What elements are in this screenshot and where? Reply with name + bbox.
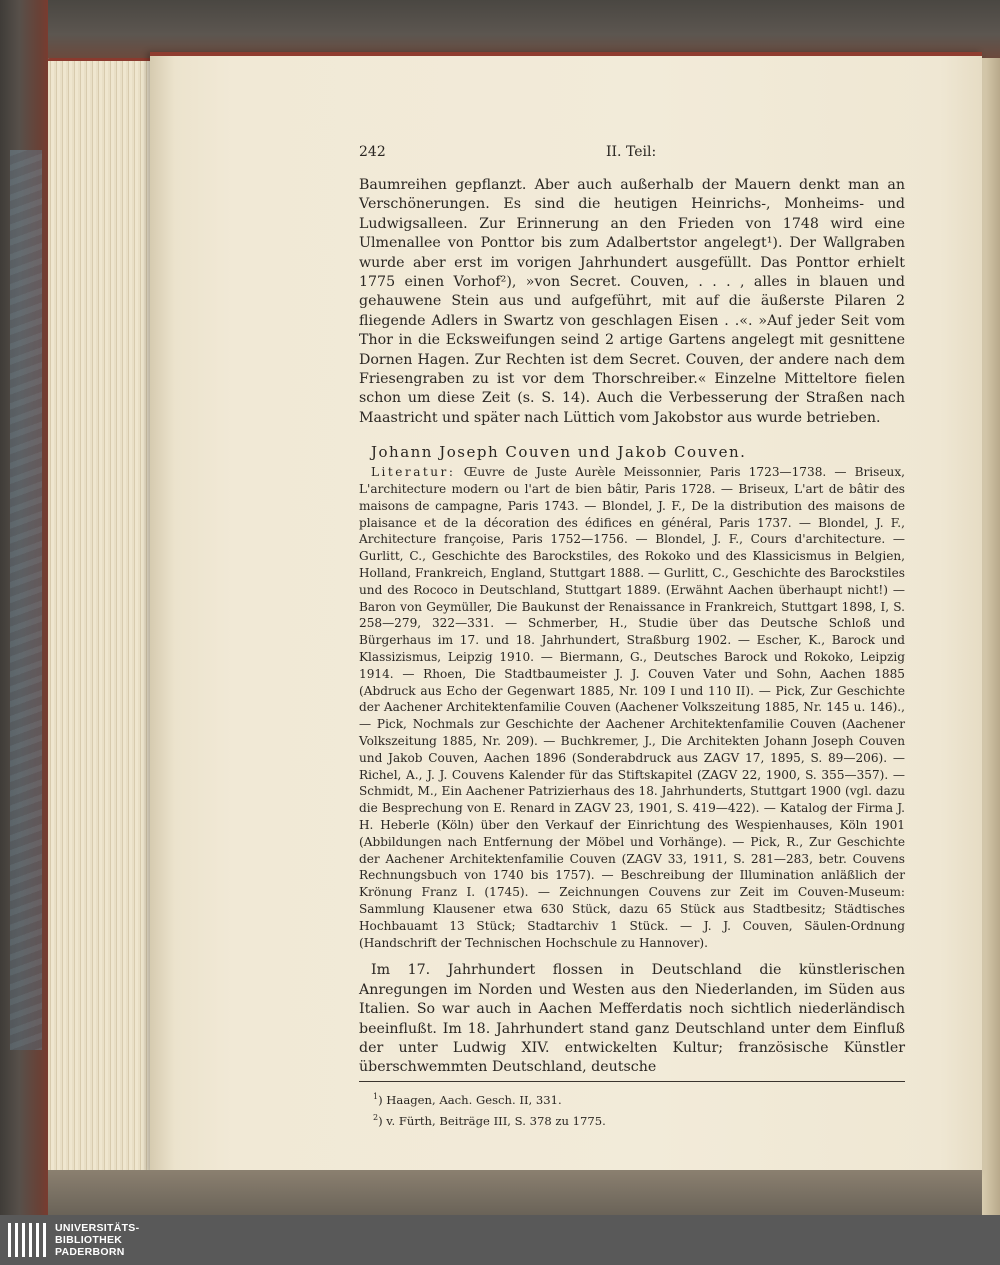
logo-line: BIBLIOTHEK xyxy=(55,1234,123,1246)
logo-line: PADERBORN xyxy=(55,1246,125,1258)
literature-label: Literatur: xyxy=(371,465,456,480)
book-cover-top xyxy=(0,0,1000,58)
text-block xyxy=(359,140,905,1130)
logo-line: UNIVERSITÄTS- xyxy=(55,1222,140,1234)
footnote-mark: 2 xyxy=(373,1112,379,1122)
library-logo-text xyxy=(55,1222,139,1258)
running-head: II. Teil: xyxy=(606,144,657,160)
footnote-divider xyxy=(359,1081,905,1082)
footnote-mark: 1 xyxy=(373,1091,379,1101)
footnote-text: ) v. Fürth, Beiträge III, S. 378 zu 1775. xyxy=(378,1113,606,1128)
library-footer-bar xyxy=(0,1215,1000,1265)
book-cover-right-edge xyxy=(982,58,1000,1215)
literature-text: Œuvre de Juste Aurèle Meissonnier, Paris 1723—1738. — Briseux, L'architecture modern ou l'art de bien bâtir, Paris 1728. — Briseux, L'art de bâtir des maisons de campagne, Paris 1743. — Blondel, J. F., De la distribution des maisons de plaisance et de la décoration des édifices en général, Paris 1737. — Blondel, J. F., Architecture françoise, Paris 1752—1756. — Blondel, J. F., Cours d'architecture. — Gurlitt, C., Geschichte des Barockstiles, des Rokoko und des Klassicismus in Belgien, Holland, Frankreich, England, Stuttgart 1888. — Gurlitt, C., Geschichte des Barockstiles und des Rococo in Deutschland, Stuttgart 1889. (Erwähnt Aachen überhaupt nicht!) — Baron von Geymüller, Die Baukunst der Renaissance in Frankreich, Stuttgart 1898, I, S. 258—279, 322—331. — Schmerber, H., Studie über das Deutsche Schloß und Bürgerhaus im 17. und 18. Jahrhundert, Straßburg 1902. — Escher, K., Barock und Klassizismus, Leipzig 1910. — Biermann, G., Deutsches Barock und Rokoko, Leipzig 1914. — Rhoen, Die Stadtbaumeister J. J. Couven Vater und Sohn, Aachen 1885 (Abdruck aus Echo der Gegenwart 1885, Nr. 109 I und 110 II). — Pick, Zur Geschichte der Aachener Architektenfamilie Couven (Aachener Volkszeitung 1885, Nr. 145 u. 146).,— Pick, Nochmals zur Geschichte der Aachener Architektenfamilie Couven (Aachener Volkszeitung 1885, Nr. 209). — Buchkremer, J., Die Architekten Johann Joseph Couven und Jakob Couven, Aachen 1896 (Sonderabdruck aus ZAGV 17, 1895, S. 89—206). — Richel, A., J. J. Couvens Kalender für das Stiftskapitel (ZAGV 22, 1900, S. 355—357). — Schmidt, M., Ein Aachener Patrizierhaus des 18. Jahrhunderts, Stuttgart 1900 (vgl. dazu die Besprechung von E. Renard in ZAGV 23, 1901, S. 419—422). — Katalog der Firma J. H. Heberle (Köln) über den Verkauf der Einrichtung des Wespienhauses, Köln 1901 (Abbildungen nach Entfernung der Möbel und Vorhänge). — Pick, R., Zur Geschichte der Aachener Architektenfamilie Couven (ZAGV 33, 1911, S. 281—283, betr. Couvens Rechnungsbuch von 1740 bis 1757). — Beschreibung der Illumination anläßlich der Krönung Franz I. (1745). — Zeichnungen Couvens zur Zeit im Couven-Museum: Sammlung Klausener etwa 630 Stück, dazu 65 Stück aus Stadtbesitz; Städtisches Hochbauamt 13 Stück; Stadtarchiv 1 Stück. — J. J. Couven, Säulen-Ordnung (Handschrift der Technischen Hochschule zu Hannover). xyxy=(359,465,905,950)
page-number: 242 xyxy=(359,144,386,160)
footnote-1 xyxy=(359,1088,905,1109)
library-logo-icon xyxy=(8,1223,48,1257)
section-heading: Johann Joseph Couven und Jakob Couven. xyxy=(371,443,747,462)
marbled-endpaper xyxy=(10,150,42,1050)
page-stack-edge xyxy=(48,58,160,1173)
footnote-2 xyxy=(359,1109,905,1130)
paragraph-intro: Baumreihen gepflanzt. Aber auch außerhalb der Mauern denkt man an Verschönerungen. Es sind die heutigen Heinrichs-, Monheims- und Ludwigsalleen. Zur Erinnerung an den Frieden von 1748 wird eine Ulmenallee von Ponttor bis zum Adalbertstor angelegt¹). Der Wallgraben wurde aber erst im vorigen Jahrhundert ausgefüllt. Das Ponttor erhielt 1775 einen Vorhof²), »von Secret. Couven, . . . , alles in blauen und gehauwene Stein aus und aufgeführt, mit auf die äußerste Pilaren 2 fliegende Adlers in Swartz von geschlagen Eisen . .«. »Auf jeder Seit vom Thor in die Ecksweifungen seind 2 artige Gartens angelegt mit gesnittene Dornen Hagen. Zur Rechten ist dem Secret. Couven, der andere nach dem Friesengraben zu ist vor dem Thorschreiber.« Einzelne Mitteltore fielen schon um diese Zeit (s. S. 14). Auch die Verbesserung der Straßen nach Maastricht und später nach Lüttich vom Jakobstor aus wurde betrieben. xyxy=(359,177,905,426)
paragraph-main: Im 17. Jahrhundert flossen in Deutschland die künstlerischen Anregungen im Norden und Westen aus den Niederlanden, im Süden aus Italien. So war auch in Aachen Mefferdatis noch sichtlich niederländisch beeinflußt. Im 18. Jahrhundert stand ganz Deutschland unter dem Einfluß der unter Ludwig XIV. entwickelten Kultur; französische Künstler überschwemmten Deutschland, deutsche xyxy=(359,962,905,1076)
page-bottom-edge xyxy=(48,1170,982,1215)
literature-list xyxy=(359,464,905,951)
footnote-text: ) Haagen, Aach. Gesch. II, 331. xyxy=(378,1092,562,1107)
page-header xyxy=(359,140,905,162)
book-cover-left xyxy=(0,0,48,1215)
